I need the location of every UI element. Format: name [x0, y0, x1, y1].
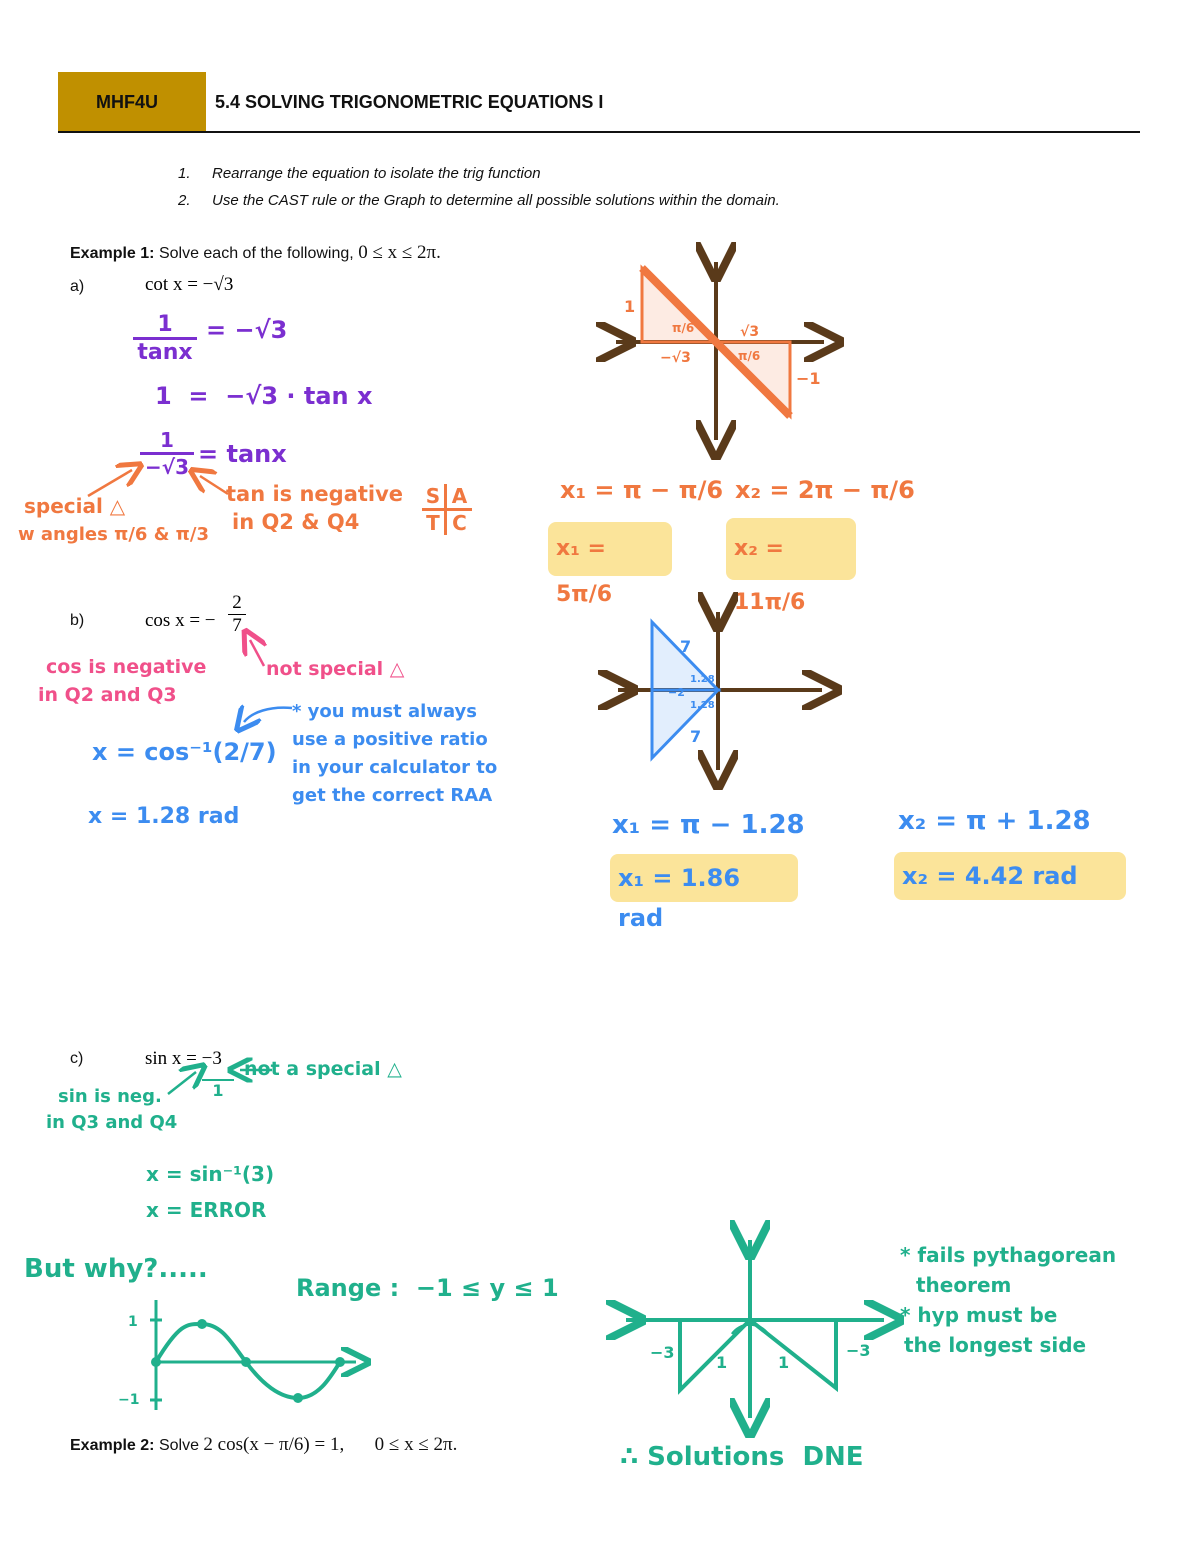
b-angle-bottom: 1.28 [690, 700, 715, 711]
a-angle-right: π/6 [738, 349, 761, 363]
c-impossible-triangles [680, 1320, 836, 1390]
step-item: 1. Rearrange the equation to isolate the trig function [178, 165, 541, 182]
c-ratio-fraction: 1 [202, 1060, 234, 1100]
c-left-hyp: 1 [716, 1353, 728, 1372]
a-side-root3: √3 [740, 324, 760, 340]
a-step1-fraction: 1 tanx [133, 312, 197, 365]
a-x1-solution: x₁ = 5π/6 [548, 522, 672, 576]
tan-note-arrow [200, 476, 228, 494]
a-x2-work: x₂ = 2π − π/6 [735, 476, 915, 504]
b-x1-solution: x₁ = 1.86 rad [610, 854, 798, 902]
part-b-fraction: 2 7 [228, 592, 246, 637]
positive-ratio-arrow [244, 708, 292, 722]
c-right-opp: −3 [846, 1341, 871, 1360]
sin-note-arrow [168, 1072, 196, 1094]
c-not-special-note: not a special △ [244, 1058, 402, 1080]
b-inverse-cos: x = cos⁻¹(2/7) [92, 738, 277, 766]
graph-point [197, 1319, 207, 1329]
a-step2: 1 = −√3 · tan x [155, 382, 373, 410]
b-hyp-top: 7 [680, 637, 692, 656]
part-c-equation: sin x = −3 [145, 1048, 222, 1069]
part-c-label: c) [70, 1050, 84, 1067]
b-raa: x = 1.28 rad [88, 804, 240, 829]
example-2-heading: Example 2: Solve 2 cos(x − π/6) = 1, 0 ≤ x ≤ 2π. [70, 1434, 458, 1455]
a-angle-left: π/6 [672, 321, 695, 335]
c-axes [626, 1240, 884, 1418]
but-why-note: But why?..... [24, 1254, 208, 1284]
part-a-equation: cot x = −√3 [145, 274, 234, 295]
b-x2-work: x₂ = π + 1.28 [898, 806, 1091, 836]
b-hyp-bottom: 7 [690, 727, 702, 746]
graph-y-top: 1 [128, 1314, 138, 1330]
c-inverse-sin: x = sin⁻¹(3) [146, 1162, 275, 1186]
positive-ratio-note: * you must always use a positive ratio in your calculator to get the correct RAA [292, 701, 498, 806]
a-x2-solution: x₂ = 11π/6 [726, 518, 856, 580]
a-step3-fraction: 1 −√3 [140, 428, 194, 479]
special-triangle-note: special △ [24, 494, 126, 518]
a-side-neg-root3: −√3 [660, 350, 691, 366]
b-x1-work: x₁ = π − 1.28 [612, 810, 805, 840]
part-b-equation: cos x = − [145, 610, 216, 631]
course-code: MHF4U [96, 92, 158, 112]
conclusion-dne: ∴ Solutions DNE [620, 1442, 864, 1472]
part-b-label: b) [70, 612, 85, 629]
a-x1-work: x₁ = π − π/6 [560, 476, 724, 504]
not-special-arrow [250, 640, 264, 666]
a-side-neg1: −1 [796, 369, 821, 388]
a-step1-rhs: = −√3 [206, 316, 288, 344]
range-note: Range : −1 ≤ y ≤ 1 [296, 1274, 559, 1302]
a-step3-rhs: = tanx [198, 440, 287, 468]
cos-quadrant-note: in Q2 and Q3 [38, 684, 177, 706]
graph-y-bottom: −1 [118, 1392, 140, 1408]
c-error: x = ERROR [146, 1198, 267, 1222]
b-adj: −2 [668, 686, 685, 699]
tan-negative-note: tan is negative [226, 482, 404, 506]
c-right-hyp: 1 [778, 1353, 790, 1372]
graph-point [293, 1393, 303, 1403]
sin-quadrant-note: in Q3 and Q4 [46, 1112, 178, 1133]
sine-graph [118, 1300, 356, 1410]
part-a-label: a) [70, 278, 85, 295]
a-side-1: 1 [624, 297, 636, 316]
b-angle-top: 1.28 [690, 674, 715, 685]
b-x2-solution: x₂ = 4.42 rad [894, 852, 1126, 900]
graph-point [335, 1357, 345, 1367]
graph-point [151, 1357, 161, 1367]
cast-diagram: S A T C [422, 484, 472, 535]
page-title: 5.4 SOLVING TRIGONOMETRIC EQUATIONS I [215, 92, 604, 112]
graph-point [241, 1357, 251, 1367]
cos-negative-note: cos is negative [46, 656, 207, 678]
sin-negative-note: sin is neg. [58, 1086, 162, 1107]
step-item: 2. Use the CAST rule or the Graph to determine all possible solutions within the domain. [178, 192, 780, 209]
tan-quadrant-note: in Q2 & Q4 [232, 510, 360, 534]
example-1-heading: Example 1: Solve each of the following, 0 ≤ x ≤ 2π. [70, 242, 441, 263]
reason-notes: * fails pythagorean theorem * hyp must be the longest side [900, 1243, 1117, 1357]
not-special-note: not special △ [266, 658, 405, 680]
special-angles-note: w angles π/6 & π/3 [18, 524, 210, 545]
c-left-opp: −3 [650, 1343, 675, 1362]
special-note-arrow [88, 470, 132, 496]
